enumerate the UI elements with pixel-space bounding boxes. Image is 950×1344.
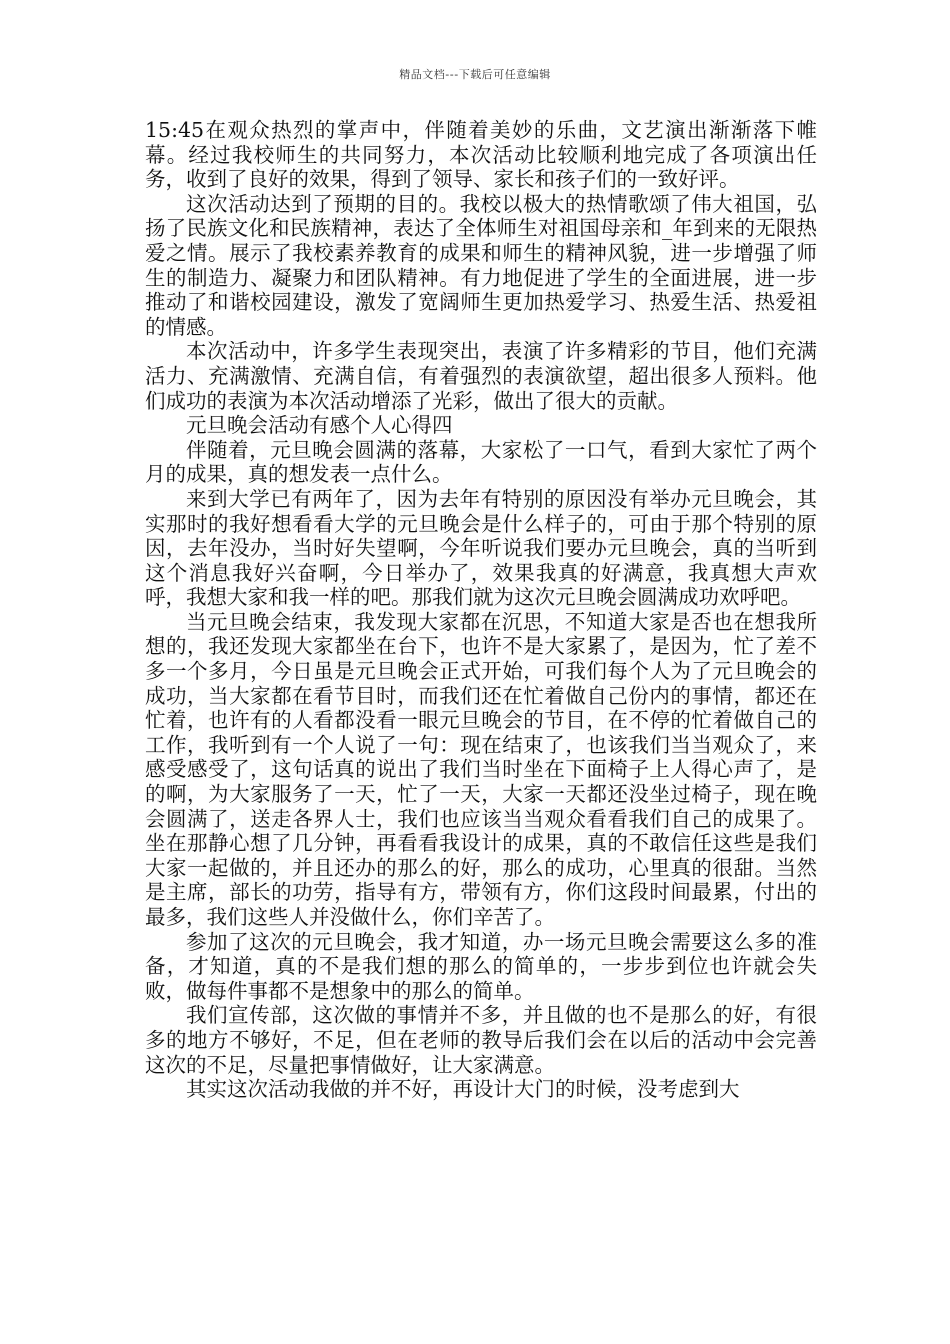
paragraph-8: 我们宣传部，这次做的事情并不多，并且做的也不是那么的好，有很多的地方不够好，不足，但在老师的教导后我们会在以后的活动中会完善这次的不足，尽量把事情做好，让大家满意。 [145,1003,817,1077]
paragraph-7: 参加了这次的元旦晚会，我才知道，办一场元旦晚会需要这么多的准备，才知道，真的不是我们想的那么的简单的，一步步到位也许就会失败，做每件事都不是想象中的那么的简单。 [145,929,817,1003]
section-heading: 元旦晚会活动有感个人心得四 [186,413,453,438]
paragraph-2: 这次活动达到了预期的目的。我校以极大的热情歌颂了伟大祖国，弘扬了民族文化和民族精神，表达了全体师生对祖国母亲和_年到来的无限热爱之情。展示了我校素养教育的成果和师生的精神风貌，进一步增强了师生的制造力、凝聚力和团队精神。有力地促进了学生的全面进展，进一步推动了和谐校园建设，激发了宽阔师生更加热爱学习、热爱生活、热爱祖的情感。 [145,191,817,339]
paragraph-6: 当元旦晚会结束，我发现大家都在沉思，不知道大家是否也在想我所想的，我还发现大家都坐在台下，也许不是大家累了，是因为，忙了差不多一个多月，今日虽是元旦晚会正式开始，可我们每个人为了元旦晚会的成功，当大家都在看节目时，而我们还在忙着做自己份内的事情，都还在忙着，也许有的人看都没看一眼元旦晚会的节目，在不停的忙着做自己的工作，我听到有一个人说了一句：现在结束了，也该我们当当观众了，来感受感受了，这句话真的说出了我们当时坐在下面椅子上人得心声了，是的啊，为大家服务了一天，忙了一天，大家一天都还没坐过椅子，现在晚会圆满了，送走各界人士，我们也应该当当观众看看我们自己的成果了。坐在那静心想了几分钟，再看看我设计的成果，真的不敢信任这些是我们大家一起做的，并且还办的那么的好，那么的成功，心里真的很甜。当然是主席，部长的功劳，指导有方，带领有方，你们这段时间最累，付出的最多，我们这些人并没做什么，你们辛苦了。 [145,609,817,929]
paragraph-9: 其实这次活动我做的并不好，再设计大门的时候，没考虑到大 [186,1077,740,1102]
paragraph-1: 15:45在观众热烈的掌声中，伴随着美妙的乐曲，文艺演出渐渐落下帷幕。经过我校师生的共同努力，本次活动比较顺利地完成了各项演出任务，收到了良好的效果，得到了领导、家长和孩子们的一致好评。 [145,118,817,192]
paragraph-3: 本次活动中，许多学生表现突出，表演了许多精彩的节目，他们充满活力、充满激情、充满自信，有着强烈的表演欲望，超出很多人预料。他们成功的表演为本次活动增添了光彩，做出了很大的贡献。 [145,339,817,413]
paragraph-4: 伴随着，元旦晚会圆满的落幕，大家松了一口气，看到大家忙了两个月的成果，真的想发表一点什么。 [145,437,817,487]
paragraph-5: 来到大学已有两年了，因为去年有特别的原因没有举办元旦晚会，其实那时的我好想看看大学的元旦晚会是什么样子的，可由于那个特别的原因，去年没办，当时好失望啊，今年听说我们要办元旦晚会，真的当听到这个消息我好兴奋啊，今日举办了，效果我真的好满意，我真想大声欢呼，我想大家和我一样的吧。那我们就为这次元旦晚会圆满成功欢呼吧。 [145,486,817,610]
document-body [145,118,817,1102]
page-header: 精品文档---下载后可任意编辑 [399,68,551,81]
